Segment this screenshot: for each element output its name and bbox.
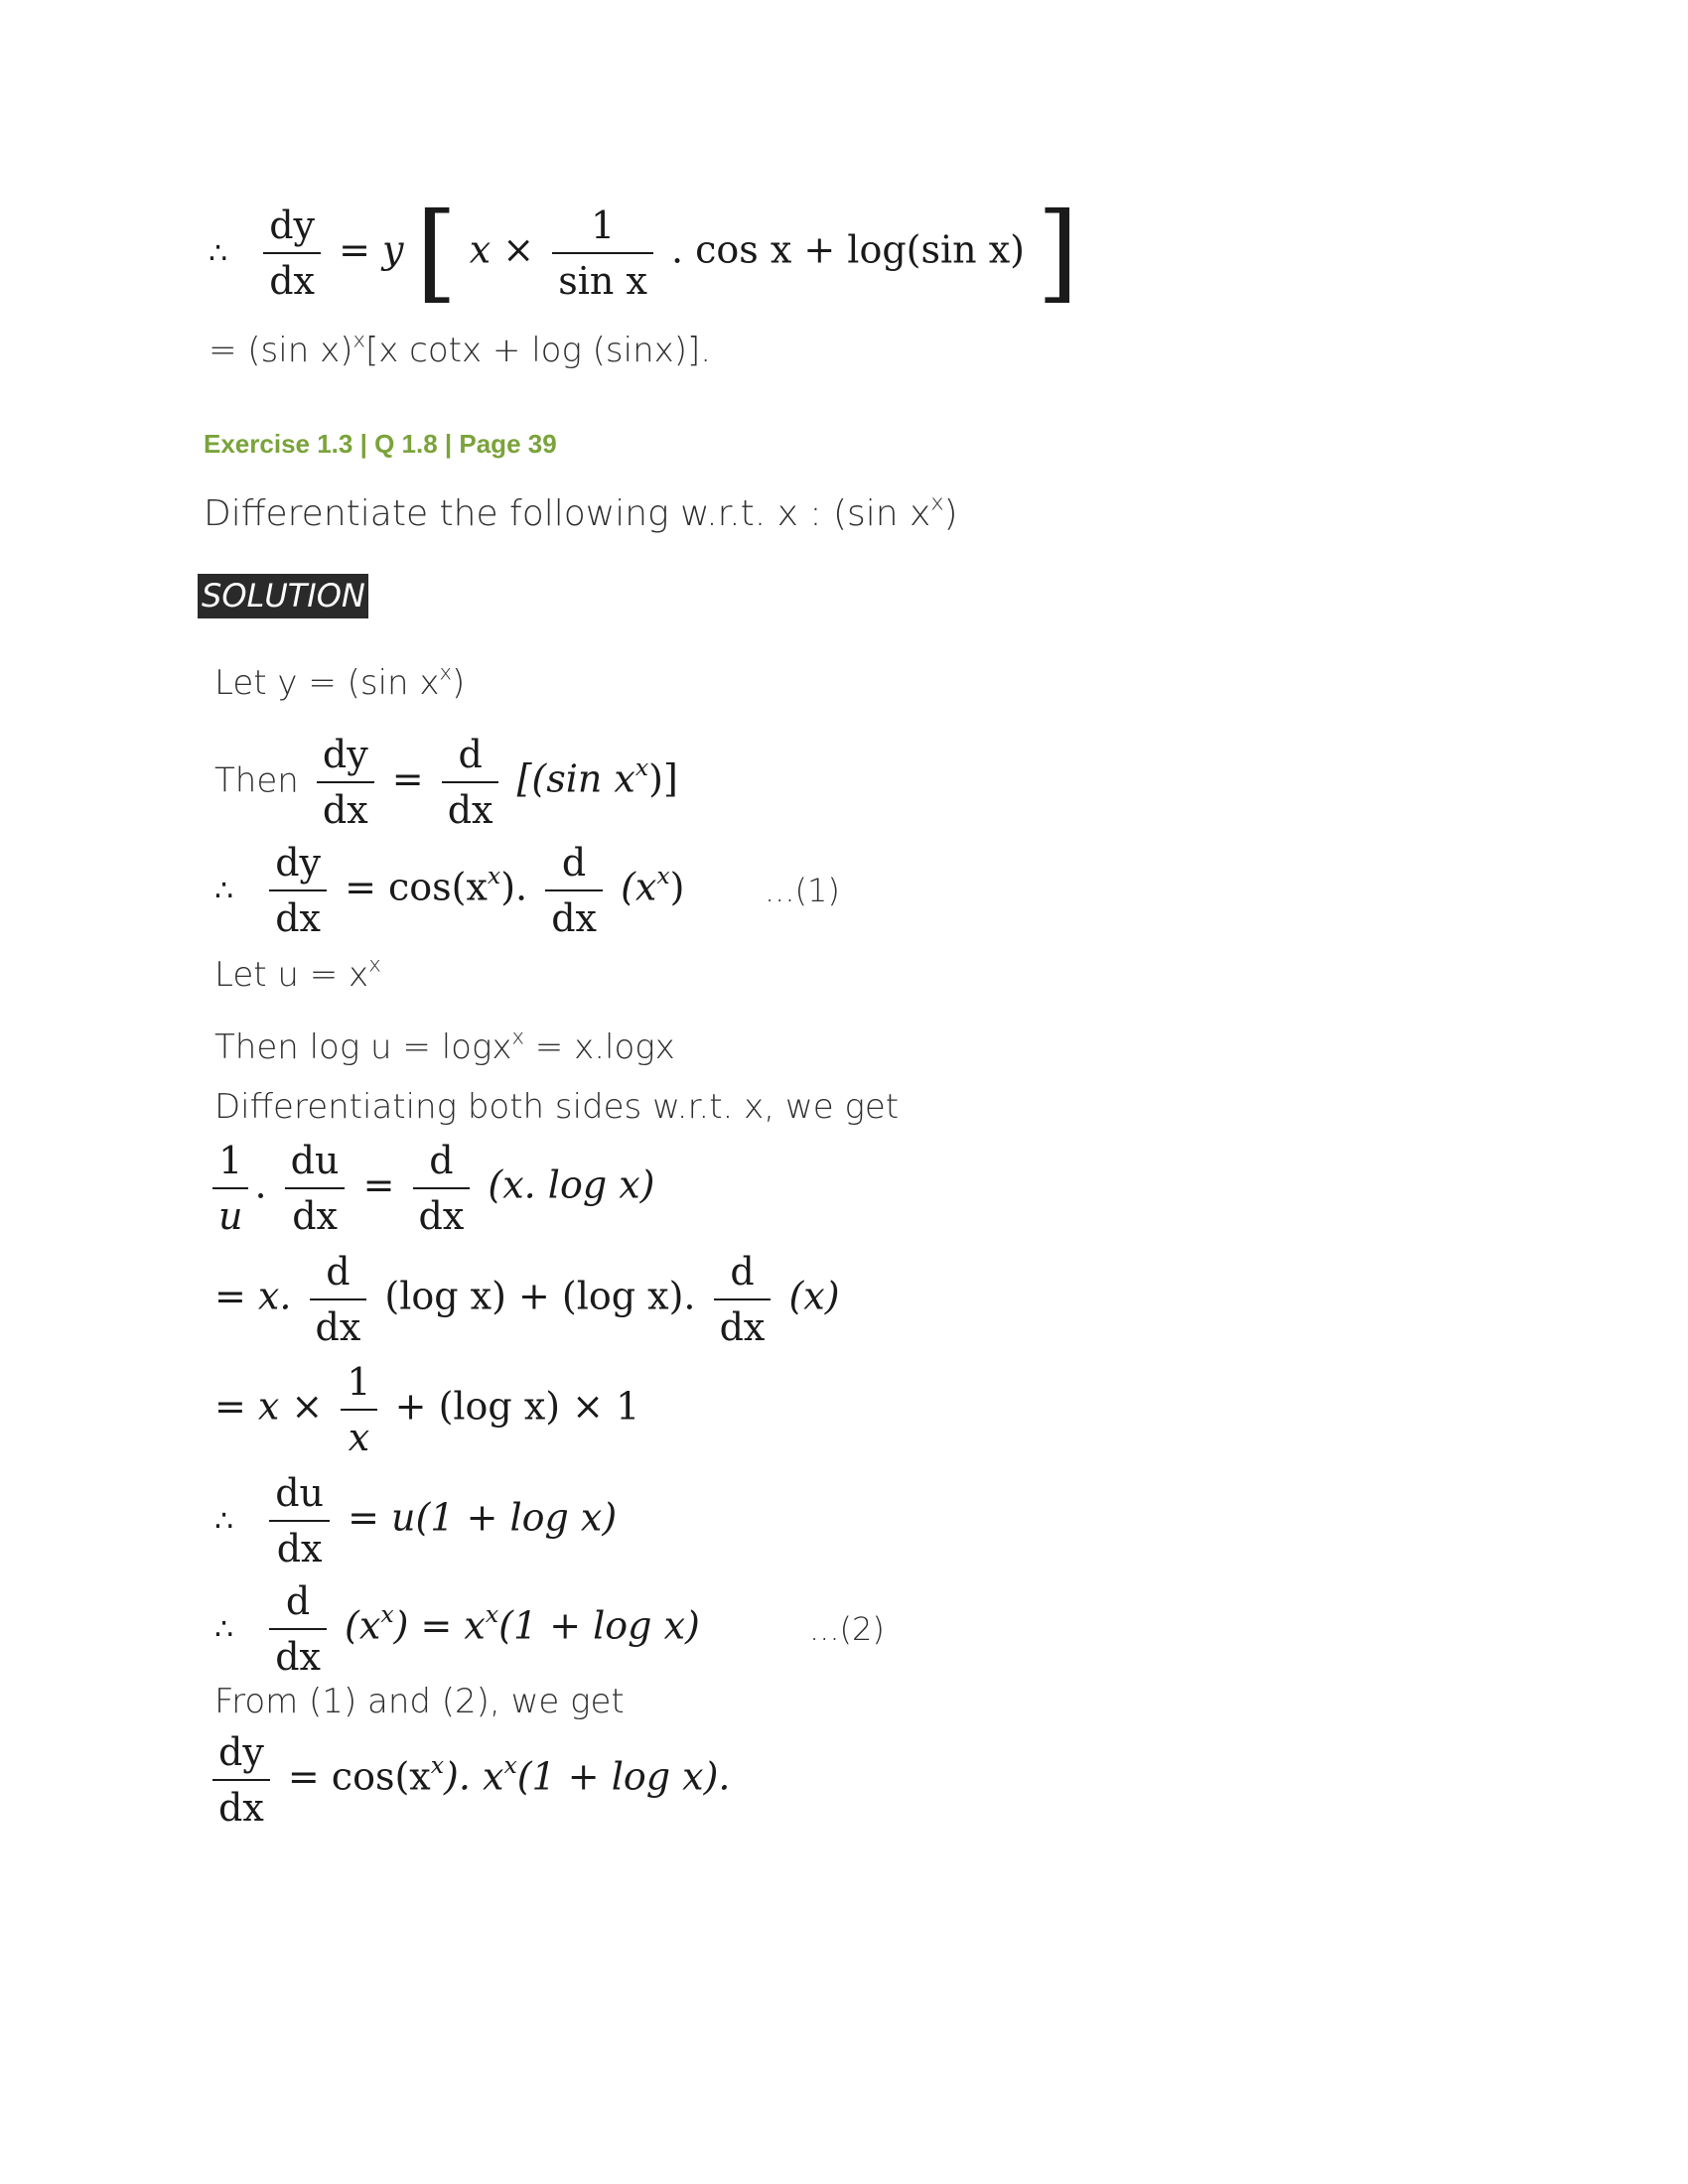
therefore-symbol: ∴ xyxy=(209,235,228,271)
question-text: Differentiate the following w.r.t. x : (sin $x^x$) xyxy=(204,489,958,534)
step-du-dx: ∴ $\frac{du}{dx}$ = u(1 + log x) xyxy=(214,1466,617,1575)
left-bracket: [ xyxy=(415,191,458,315)
solution-label: SOLUTION xyxy=(198,574,368,618)
step-differentiating: Differentiating both sides w.r.t. x, we get xyxy=(214,1087,900,1127)
one-over-sinx-fraction: $\frac{1}{\text{sin x}}$ xyxy=(552,199,653,308)
step-d-dx-xx: ∴ $\frac{d}{dx}$ $(x^x) = x^x(1 + \log x)$ xyxy=(214,1574,700,1684)
step-log-u: Then log u = logx$^x$ = x.logx xyxy=(214,1024,675,1067)
step-implicit: $\frac{1}{u}$ . $\frac{du}{dx}$ = $\frac{d}{dx}$ (x. log x) xyxy=(212,1134,654,1243)
equation-ref-1: ...(1) xyxy=(765,872,840,909)
intro-result: = (sin x)$^x$[x cotx + log (sinx)]. xyxy=(209,327,712,370)
right-bracket: ] xyxy=(1037,191,1079,315)
dy-dx-fraction: $\frac{dy}{dx}$ xyxy=(263,199,321,308)
equation-ref-2: ...(2) xyxy=(809,1610,885,1648)
step-from-1-2: From (1) and (2), we get xyxy=(214,1682,625,1721)
step-let-y: Let y = (sin $x^x$) xyxy=(214,659,466,703)
intro-equation: ∴ $\frac{dy}{dx}$ = y [ x × $\frac{1}{\text{sin x}}$ . cos x + log(sin x) ] xyxy=(209,191,1079,315)
step-product-rule: = x. $\frac{d}{dx}$ (log x) + (log x). $\frac{d}{dx}$ (x) xyxy=(214,1245,840,1354)
step-chain-rule: ∴ $\frac{dy}{dx}$ = $\cos(x^x)$. $\frac{d}{dx}$ $(x^x)$ xyxy=(214,836,684,945)
step-simplify: = x × $\frac{1}{x}$ + (log x) × 1 xyxy=(214,1355,639,1464)
step-then: Then $\frac{dy}{dx}$ = $\frac{d}{dx}$ [(sin $x^x$)] xyxy=(214,728,678,837)
exercise-reference: Exercise 1.3 | Q 1.8 | Page 39 xyxy=(204,429,557,459)
final-answer: $\frac{dy}{dx}$ = $\cos(x^x)$. $x^x(1 + \log x)$. xyxy=(212,1725,731,1835)
step-let-u: Let $u = x^x$ xyxy=(214,951,381,995)
